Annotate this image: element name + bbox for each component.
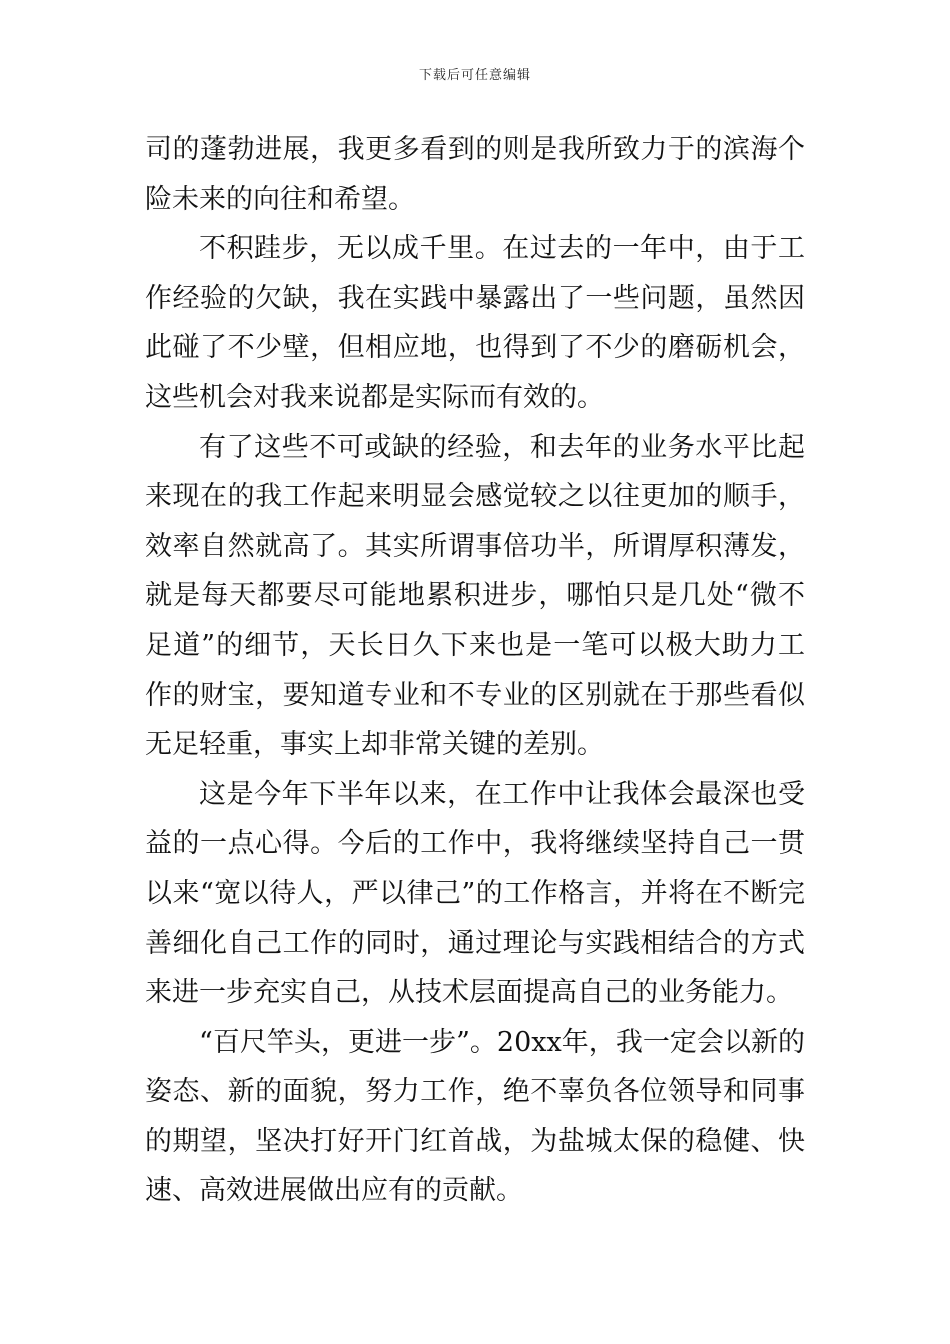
- paragraph: “百尺竿头，更进一步”。20xx年，我一定会以新的姿态、新的面貌，努力工作，绝不辜负各位领导和同事的期望，坚决打好开门红首战，为盐城太保的稳健、快速、高效进展做出应有的贡献。: [145, 1026, 805, 1207]
- paragraph-continuation: 司的蓬勃进展，我更多看到的则是我所致力于的滨海个险未来的向往和希望。: [145, 134, 805, 215]
- paragraph: 不积跬步，无以成千里。在过去的一年中，由于工作经验的欠缺，我在实践中暴露出了一些问题，虽然因此碰了不少壁，但相应地，也得到了不少的磨砺机会，这些机会对我来说都是实际而有效的。: [145, 233, 805, 413]
- document-body: [145, 125, 805, 1216]
- paragraph: 这是今年下半年以来，在工作中让我体会最深也受益的一点心得。今后的工作中，我将继续坚持自己一贯以来“宽以待人，严以律己”的工作格言，并将在不断完善细化自己工作的同时，通过理论与实践相结合的方式来进一步充实自己，从技术层面提高自己的业务能力。: [145, 778, 805, 1009]
- page-header-note: 下载后可任意编辑: [418, 68, 531, 83]
- paragraph: 有了这些不可或缺的经验，和去年的业务水平比起来现在的我工作起来明显会感觉较之以往更加的顺手，效率自然就高了。其实所谓事倍功半，所谓厚积薄发，就是每天都要尽可能地累积进步，哪怕只是几处“微不足道”的细节，天长日久下来也是一笔可以极大助力工作的财宝，要知道专业和不专业的区别就在于那些看似无足轻重，事实上却非常关键的差别。: [145, 431, 805, 761]
